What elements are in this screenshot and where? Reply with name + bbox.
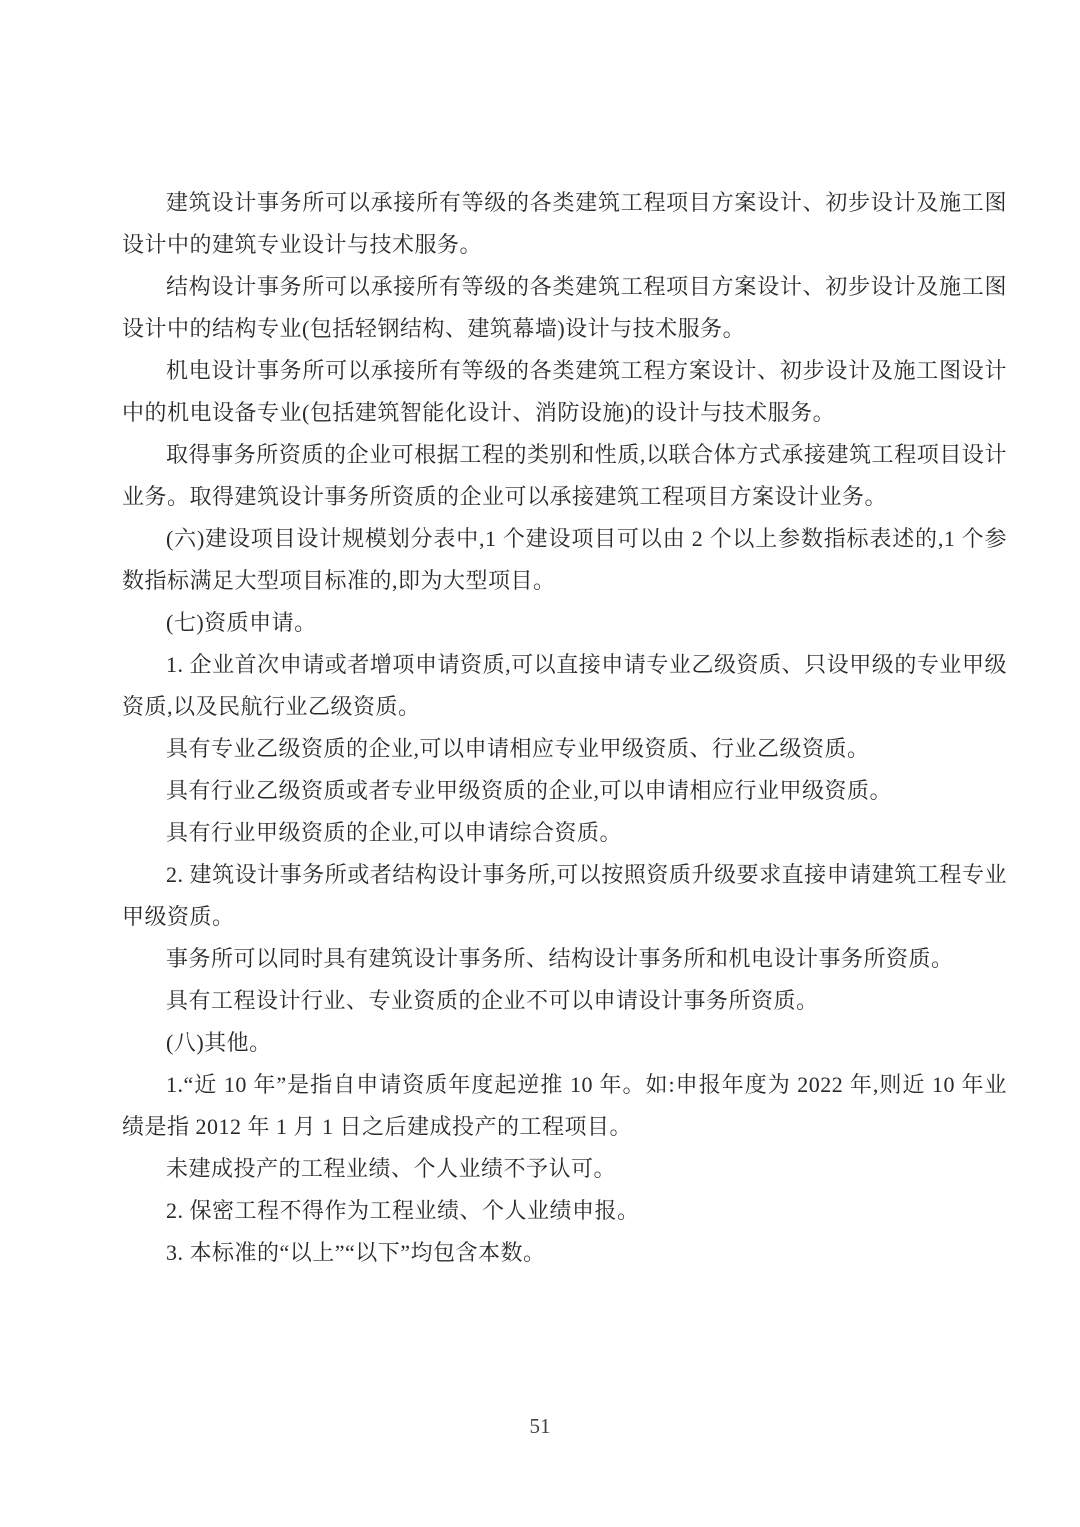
paragraph: (七)资质申请。: [166, 610, 317, 635]
paragraph: 2. 建筑设计事务所或者结构设计事务所,可以按照资质升级要求直接申请建筑工程专业甲级资质。: [122, 862, 1007, 929]
paragraph: 2. 保密工程不得作为工程业绩、个人业绩申报。: [166, 1198, 640, 1223]
paragraph: 1.“近 10 年”是指自申请资质年度起逆推 10 年。如:申报年度为 2022 年,则近 10 年业绩是指 2012 年 1 月 1 日之后建成投产的工程项目。: [122, 1072, 1007, 1139]
document-body: [122, 182, 1007, 1274]
paragraph: 结构设计事务所可以承接所有等级的各类建筑工程项目方案设计、初步设计及施工图设计中的结构专业(包括轻钢结构、建筑幕墙)设计与技术服务。: [122, 274, 1007, 341]
paragraph: 建筑设计事务所可以承接所有等级的各类建筑工程项目方案设计、初步设计及施工图设计中的建筑专业设计与技术服务。: [122, 190, 1007, 257]
paragraph: 具有工程设计行业、专业资质的企业不可以申请设计事务所资质。: [166, 988, 819, 1013]
page-number: 51: [529, 1414, 551, 1438]
paragraph: (八)其他。: [166, 1030, 272, 1055]
paragraph: 取得事务所资质的企业可根据工程的类别和性质,以联合体方式承接建筑工程项目设计业务。取得建筑设计事务所资质的企业可以承接建筑工程项目方案设计业务。: [122, 442, 1007, 509]
paragraph: 3. 本标准的“以上”“以下”均包含本数。: [166, 1240, 546, 1265]
paragraph: 具有行业乙级资质或者专业甲级资质的企业,可以申请相应行业甲级资质。: [166, 778, 893, 803]
paragraph: 具有专业乙级资质的企业,可以申请相应专业甲级资质、行业乙级资质。: [166, 736, 870, 761]
paragraph: (六)建设项目设计规模划分表中,1 个建设项目可以由 2 个以上参数指标表述的,1 个参数指标满足大型项目标准的,即为大型项目。: [122, 526, 1007, 593]
paragraph: 事务所可以同时具有建筑设计事务所、结构设计事务所和机电设计事务所资质。: [166, 946, 954, 971]
paragraph: 机电设计事务所可以承接所有等级的各类建筑工程方案设计、初步设计及施工图设计中的机电设备专业(包括建筑智能化设计、消防设施)的设计与技术服务。: [122, 358, 1007, 425]
paragraph: 具有行业甲级资质的企业,可以申请综合资质。: [166, 820, 623, 845]
paragraph: 1. 企业首次申请或者增项申请资质,可以直接申请专业乙级资质、只设甲级的专业甲级资质,以及民航行业乙级资质。: [122, 652, 1007, 719]
page-footer: [0, 1412, 1080, 1440]
paragraph: 未建成投产的工程业绩、个人业绩不予认可。: [166, 1156, 617, 1181]
